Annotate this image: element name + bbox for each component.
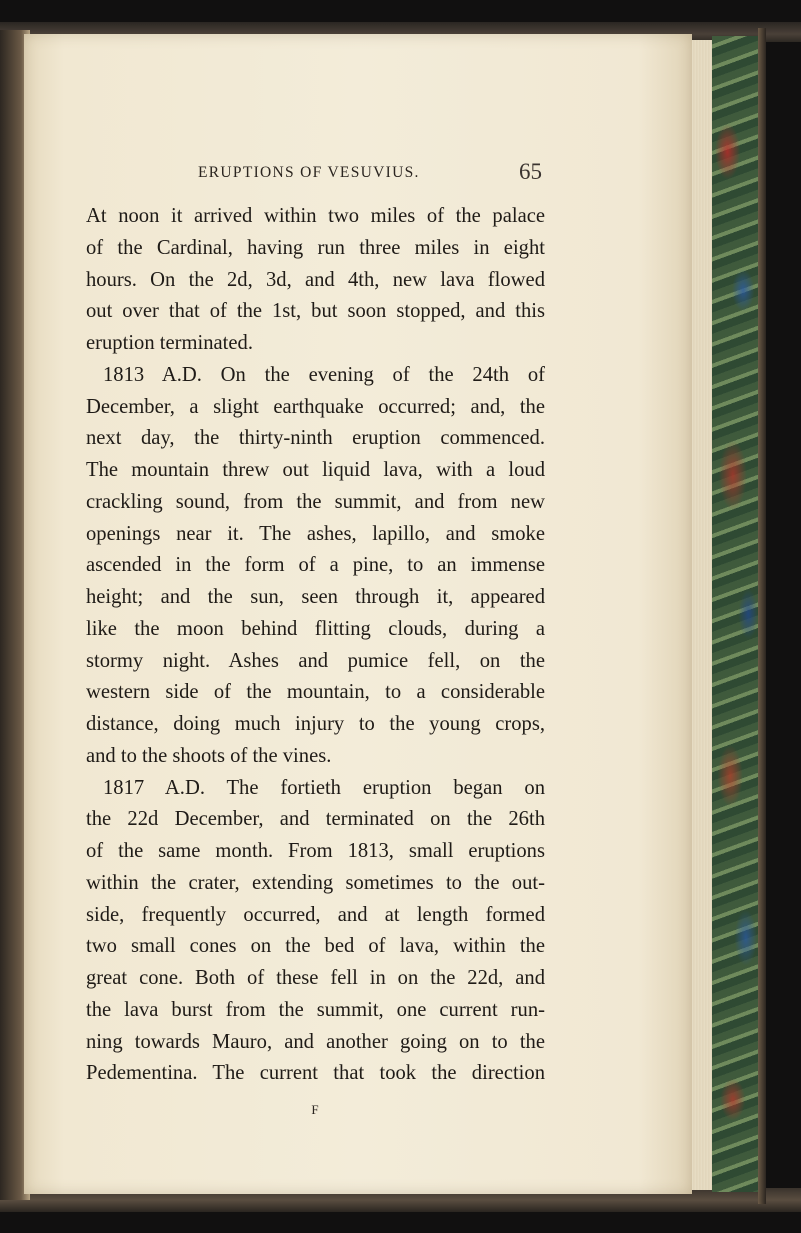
text-line: side, frequently occurred, and at length formed bbox=[86, 903, 545, 926]
text-line: like the moon behind flitting clouds, during a bbox=[86, 617, 545, 640]
text-line: within the crater, extending sometimes to the out- bbox=[86, 871, 545, 894]
text-line: The mountain threw out liquid lava, with a loud bbox=[86, 459, 545, 481]
text-line: the 22d December, and terminated on the 26th bbox=[86, 808, 545, 831]
marbled-cover bbox=[712, 36, 764, 1192]
text-line: height; and the sun, seen through it, appeared bbox=[86, 586, 545, 608]
text-line: ning towards Mauro, and another going on to the bbox=[86, 1030, 545, 1053]
text-line: stormy night. Ashes and pumice fell, on the bbox=[86, 649, 545, 672]
text-line: openings near it. The ashes, lapillo, and smoke bbox=[86, 522, 545, 545]
text-line: two small cones on the bed of lava, within the bbox=[86, 935, 545, 958]
text-line: great cone. Both of these fell in on the 22d, and bbox=[86, 967, 545, 989]
text-line: Pedementina. The current that took the direction bbox=[86, 1062, 545, 1085]
text-line: December, a slight earthquake occurred; and, the bbox=[86, 395, 545, 418]
body-text bbox=[86, 201, 545, 1090]
text-line: 1813 A.D. On the evening of the 24th of bbox=[103, 363, 545, 386]
text-line: At noon it arrived within two miles of the palace bbox=[86, 205, 545, 227]
text-line: hours. On the 2d, 3d, and 4th, new lava flowed bbox=[86, 268, 545, 291]
text-line: the lava burst from the summit, one current run- bbox=[86, 998, 545, 1021]
signature-mark: F bbox=[311, 1102, 319, 1117]
text-line: out over that of the 1st, but soon stopped, and this bbox=[86, 300, 545, 323]
text-line: ascended in the form of a pine, to an immense bbox=[86, 554, 545, 577]
text-line: of the Cardinal, having run three miles in eight bbox=[86, 236, 545, 259]
text-line: eruption terminated. bbox=[86, 332, 253, 354]
running-head: ERUPTIONS OF VESUVIUS. bbox=[198, 164, 420, 181]
page-number: 65 bbox=[519, 159, 542, 184]
text-line: 1817 A.D. The fortieth eruption began on bbox=[103, 776, 545, 799]
text-line: crackling sound, from the summit, and from new bbox=[86, 490, 545, 513]
text-line: western side of the mountain, to a considerable bbox=[86, 681, 545, 704]
text-line: and to the shoots of the vines. bbox=[86, 744, 332, 767]
cover-rim bbox=[758, 28, 766, 1204]
text-line: distance, doing much injury to the young crops, bbox=[86, 713, 545, 735]
text-line: next day, the thirty-ninth eruption commenced. bbox=[86, 427, 545, 450]
text-line: of the same month. From 1813, small eruptions bbox=[86, 840, 545, 862]
